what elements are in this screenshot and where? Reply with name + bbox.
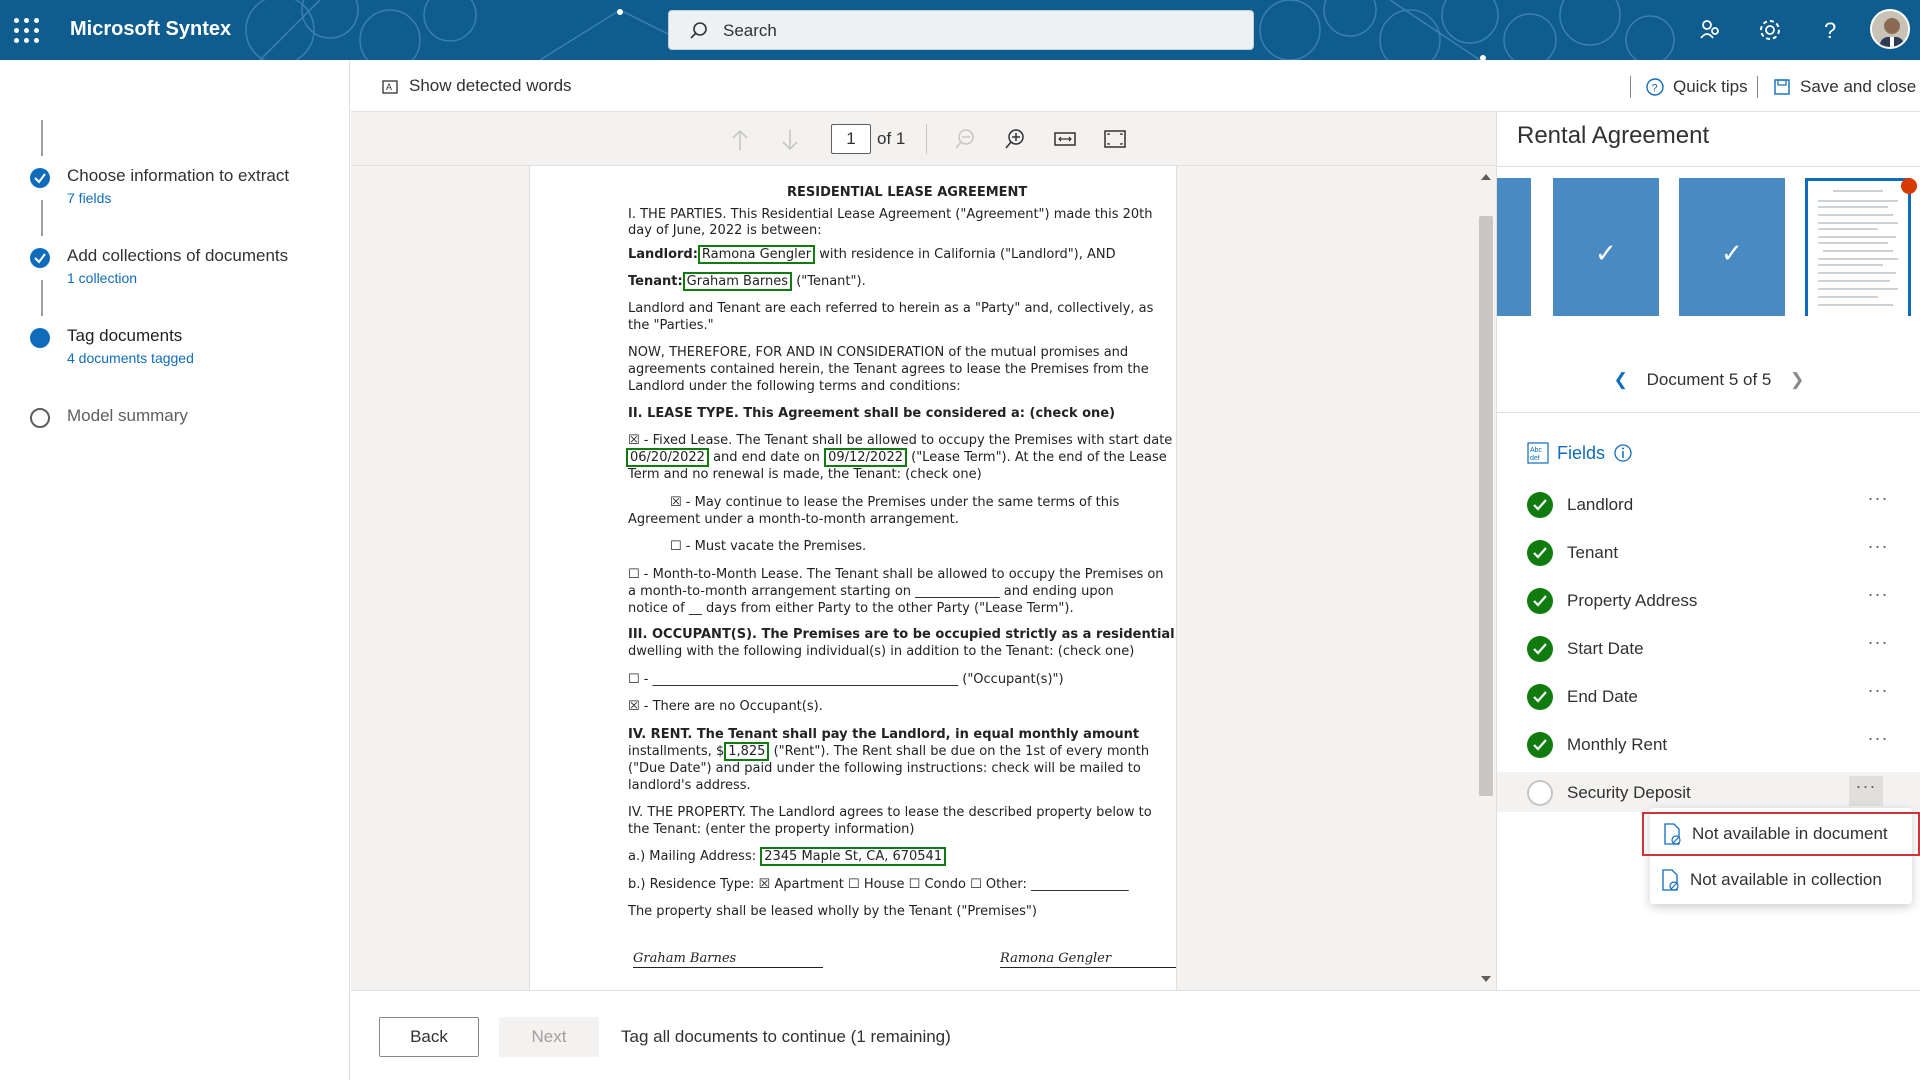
field-label: Security Deposit (1567, 783, 1691, 802)
checkmark-icon: ✓ (1721, 238, 1743, 268)
collection-title: Rental Agreement (1517, 122, 1710, 149)
doc-text: a.) Mailing Address: (628, 849, 761, 864)
scroll-down-icon[interactable] (1481, 976, 1491, 984)
fields-icon (1527, 442, 1549, 464)
step-subtitle[interactable]: 1 collection (67, 270, 138, 286)
scroll-up-icon[interactable] (1481, 172, 1491, 180)
untagged-indicator (1901, 178, 1917, 194)
more-options-icon[interactable]: ··· (1867, 632, 1889, 652)
document-thumbnails (1497, 166, 1920, 316)
tagged-end-date[interactable]: 09/12/2022 (824, 448, 907, 467)
info-icon[interactable] (1613, 443, 1633, 463)
doc-text: ("Lease Term"). At the end of the Lease (907, 450, 1167, 465)
doc-line: Agreement under a month-to-month arrangement. (628, 512, 959, 527)
doc-line: a month-to-month arrangement starting on _____________ and ending upon (628, 584, 1114, 599)
field-label: Tenant (1567, 543, 1619, 562)
field-empty-icon (1527, 780, 1553, 806)
document-page (529, 166, 1177, 990)
doc-line: IV. RENT. The Tenant shall pay the Landlord, in equal monthly amount (628, 727, 1140, 742)
app-launcher-icon[interactable] (14, 18, 40, 44)
previous-document-icon[interactable]: ❮ (1613, 370, 1628, 389)
quick-tips-label: Quick tips (1673, 77, 1748, 96)
back-button[interactable]: Back (379, 1017, 479, 1057)
divider (1757, 76, 1758, 98)
doc-line: b.) Residence Type: ☒ Apartment ☐ House ☐ Condo ☐ Other: _______________ (628, 877, 1129, 892)
app-title: Microsoft Syntex (70, 18, 232, 40)
doc-text: installments, $ (628, 744, 725, 759)
doc-text: Landlord: (628, 247, 698, 262)
more-options-icon[interactable]: ··· (1867, 536, 1889, 556)
fit-width-icon[interactable] (1054, 128, 1076, 150)
field-label: End Date (1567, 687, 1638, 706)
save-icon (1772, 77, 1792, 97)
step-pending-icon (30, 408, 50, 428)
save-and-close-button[interactable] (1757, 76, 1916, 98)
doc-line: the "Parties." (628, 318, 714, 333)
fields-label: Fields (1557, 442, 1606, 463)
not-available-in-document-option[interactable] (1642, 812, 1920, 856)
more-options-icon[interactable]: ··· (1867, 680, 1889, 700)
user-avatar[interactable] (1870, 9, 1910, 49)
tagged-landlord[interactable]: Ramona Gengler (698, 245, 815, 264)
svg-text:?: ? (1651, 82, 1658, 95)
more-options-icon[interactable]: ··· (1867, 584, 1889, 604)
field-complete-icon (1527, 492, 1553, 518)
step-connector (41, 120, 43, 156)
top-bar (0, 0, 1920, 60)
page-count: of 1 (877, 129, 906, 148)
svg-text:def: def (1530, 455, 1540, 462)
doc-line: ☒ - May continue to lease the Premises under the same terms of this (670, 495, 1120, 510)
doc-line (628, 273, 866, 290)
question-circle-icon (1645, 77, 1665, 97)
fit-page-icon[interactable] (1104, 128, 1126, 150)
help-icon[interactable] (1816, 16, 1844, 44)
save-and-close-label: Save and close (1800, 77, 1917, 96)
document-viewer (351, 112, 1496, 990)
show-detected-words-button[interactable] (381, 76, 572, 96)
divider (926, 124, 927, 154)
quick-tips-button[interactable] (1630, 76, 1748, 98)
document-navigation (1497, 370, 1920, 390)
step-connector (41, 200, 43, 236)
doc-line (628, 848, 946, 865)
document-thumbnail-selected[interactable] (1805, 178, 1911, 316)
doc-line: ☐ - _______________________________________________ ("Occupant(s)") (628, 672, 1064, 687)
field-label: Start Date (1567, 639, 1644, 658)
doc-line: ☐ - Must vacate the Premises. (670, 539, 867, 554)
next-document-icon[interactable]: ❯ (1790, 370, 1805, 389)
field-context-menu (1650, 808, 1912, 904)
doc-line: dwelling with the following individual(s) in addition to the Tenant: (check one) (628, 644, 1135, 659)
doc-line: day of June, 2022 is between: (628, 223, 822, 238)
doc-line: agreements contained herein, the Tenant agrees to lease the Premises from the (628, 362, 1149, 377)
doc-line: Landlord and Tenant are each referred to herein as a "Party" and, collectively, as (628, 301, 1154, 316)
wizard-steps (0, 60, 350, 1080)
doc-line: ☒ - Fixed Lease. The Tenant shall be allowed to occupy the Premises with start date (628, 433, 1173, 448)
scroll-thumb[interactable] (1479, 216, 1493, 796)
svg-text:Abc: Abc (1530, 447, 1543, 454)
document-thumbnail[interactable] (1553, 178, 1659, 316)
step-subtitle[interactable]: 7 fields (67, 190, 112, 206)
step-complete-icon (30, 168, 50, 188)
step-complete-icon (30, 248, 50, 268)
doc-text: with residence in California ("Landlord"), AND (815, 247, 1116, 262)
zoom-in-icon[interactable] (1004, 128, 1026, 150)
search-input[interactable] (668, 10, 1254, 50)
step-subtitle[interactable]: 4 documents tagged (67, 350, 194, 366)
doc-line: III. OCCUPANT(S). The Premises are to be occupied strictly as a residential (628, 627, 1175, 642)
collection-unavailable-icon (1660, 869, 1680, 891)
field-label: Landlord (1567, 495, 1634, 514)
settings-gear-icon[interactable] (1756, 16, 1784, 44)
svg-text:A: A (386, 82, 393, 92)
doc-text: and end date on (708, 450, 825, 465)
doc-line (628, 246, 1116, 263)
fields-header (1527, 442, 1633, 464)
more-options-icon[interactable]: ··· (1867, 728, 1889, 748)
menu-item-label: Not available in document (1692, 824, 1888, 843)
field-complete-icon (1527, 540, 1553, 566)
field-property-address[interactable] (1527, 580, 1907, 620)
doc-line: ☒ - There are no Occupant(s). (628, 699, 823, 714)
command-bar (351, 60, 1920, 112)
doc-line (628, 743, 1149, 760)
step-current-icon (30, 328, 50, 348)
doc-text: ("Tenant"). (792, 274, 866, 289)
doc-line: Landlord under the following terms and conditions: (628, 379, 961, 394)
search-icon (689, 21, 709, 41)
community-icon[interactable] (1696, 16, 1724, 44)
footer-bar (351, 990, 1920, 1080)
not-available-in-collection-option[interactable] (1650, 858, 1912, 902)
detected-words-icon (381, 76, 401, 96)
doc-line: I. THE PARTIES. This Residential Lease Agreement ("Agreement") made this 20th (628, 207, 1153, 222)
tagged-monthly-rent[interactable]: 1,825 (724, 742, 769, 761)
tenant-signature: Graham Barnes (633, 950, 823, 968)
doc-line: Term and no renewal is made, the Tenant: (check one) (628, 467, 982, 482)
next-page-icon[interactable] (779, 128, 801, 152)
document-thumbnail[interactable] (1679, 178, 1785, 316)
field-label: Monthly Rent (1567, 735, 1668, 754)
field-complete-icon (1527, 588, 1553, 614)
step-title: Add collections of documents (67, 246, 289, 265)
document-position: Document 5 of 5 (1646, 370, 1772, 389)
field-complete-icon (1527, 636, 1553, 662)
page-number-input[interactable]: 1 (831, 124, 871, 154)
doc-text: ("Rent"). The Rent shall be due on the 1st of every month (769, 744, 1150, 759)
doc-line: II. LEASE TYPE. This Agreement shall be considered a: (check one) (628, 406, 1116, 421)
thumbnail-preview (1808, 181, 1908, 316)
document-unavailable-icon (1662, 823, 1682, 845)
doc-line: the Tenant: (enter the property information) (628, 822, 915, 837)
tagged-property-address[interactable]: 2345 Maple St, CA, 670541 (760, 847, 946, 866)
tagged-tenant[interactable]: Graham Barnes (683, 272, 792, 291)
svg-text:?: ? (1824, 18, 1837, 43)
search-placeholder: Search (723, 21, 777, 40)
zoom-out-icon[interactable] (954, 128, 976, 150)
step-title: Model summary (67, 406, 188, 425)
step-title: Choose information to extract (67, 166, 290, 185)
footer-status: Tag all documents to continue (1 remaining) (621, 1027, 951, 1046)
show-detected-words-label: Show detected words (409, 76, 572, 95)
doc-line (626, 449, 1167, 466)
viewer-scrollbar[interactable] (1476, 166, 1496, 990)
divider (1497, 412, 1920, 413)
doc-text: Tenant: (628, 274, 683, 289)
doc-title: RESIDENTIAL LEASE AGREEMENT (787, 185, 1028, 200)
field-complete-icon (1527, 684, 1553, 710)
next-button[interactable]: Next (499, 1017, 599, 1057)
step-title: Tag documents (67, 326, 183, 345)
field-complete-icon (1527, 732, 1553, 758)
field-start-date[interactable] (1527, 628, 1907, 668)
field-tenant[interactable] (1527, 532, 1907, 572)
previous-page-icon[interactable] (729, 128, 751, 152)
checkmark-icon: ✓ (1595, 238, 1617, 268)
field-label: Property Address (1567, 591, 1698, 610)
doc-line: ☐ - Month-to-Month Lease. The Tenant shall be allowed to occupy the Premises on (628, 567, 1164, 582)
doc-line: ("Due Date") and paid under the following instructions: check will be mailed to (628, 761, 1141, 776)
more-options-icon[interactable]: ··· (1867, 488, 1889, 508)
menu-item-label: Not available in collection (1690, 870, 1882, 889)
field-end-date[interactable] (1527, 676, 1907, 716)
doc-line: notice of __ days from either Party to the other Party ("Lease Term"). (628, 601, 1074, 616)
field-security-deposit[interactable] (1497, 772, 1920, 812)
step-connector (41, 280, 43, 316)
tagged-start-date[interactable]: 06/20/2022 (626, 448, 709, 467)
document-thumbnail[interactable] (1497, 178, 1531, 316)
field-monthly-rent[interactable] (1527, 724, 1907, 764)
doc-line: landlord's address. (628, 778, 751, 793)
landlord-signature: Ramona Gengler (1000, 950, 1177, 968)
doc-line: The property shall be leased wholly by the Tenant ("Premises") (628, 904, 1037, 919)
doc-line: NOW, THEREFORE, FOR AND IN CONSIDERATION of the mutual promises and (628, 345, 1129, 360)
doc-line: IV. THE PROPERTY. The Landlord agrees to lease the described property below to (628, 805, 1152, 820)
viewer-toolbar (351, 112, 1496, 166)
field-landlord[interactable] (1527, 484, 1907, 524)
more-options-icon[interactable]: ··· (1849, 776, 1883, 806)
divider (1630, 76, 1631, 98)
